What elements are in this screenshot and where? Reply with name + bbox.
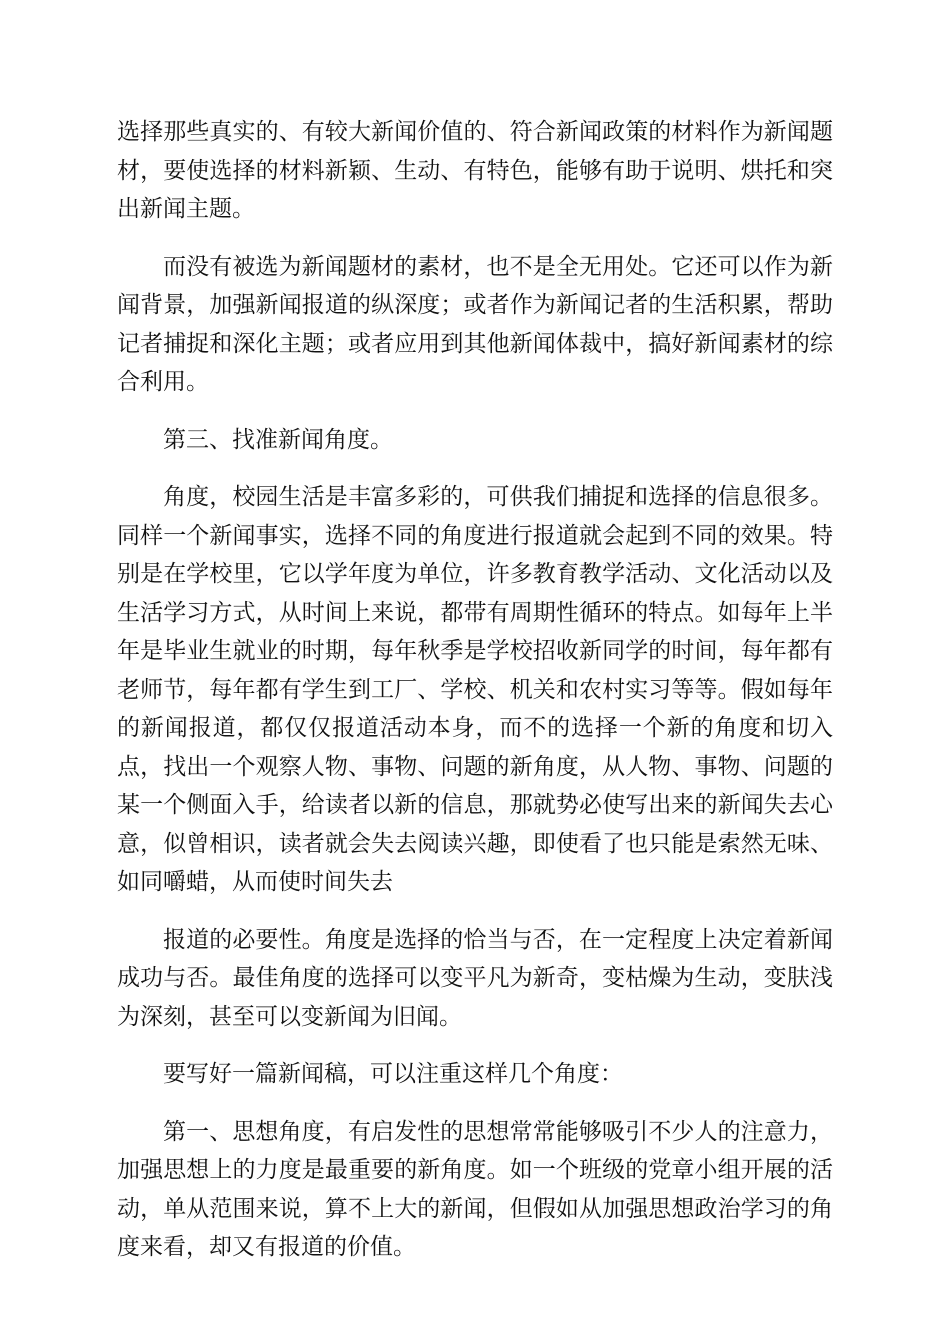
paragraph-unused-material: 而没有被选为新闻题材的素材，也不是全无用处。它还可以作为新闻背景，加强新闻报道的纵深度；或者作为新闻记者的生活积累，帮助记者捕捉和深化主题；或者应用到其他新闻体裁中，搞好新闻素材的综合利用。: [117, 253, 833, 395]
paragraph-angle-importance: 报道的必要性。角度是选择的恰当与否，在一定程度上决定着新闻成功与否。最佳角度的选择可以变平凡为新奇，变枯燥为生动，变肤浅为深刻，甚至可以变新闻为旧闻。: [117, 926, 833, 1030]
paragraph-angle-list-intro: 要写好一篇新闻稿，可以注重这样几个角度：: [163, 1061, 623, 1087]
paragraph-news-material-selection: 选择那些真实的、有较大新闻价值的、符合新闻政策的材料作为新闻题材，要使选择的材料新颖、生动、有特色，能够有助于说明、烘托和突出新闻主题。: [117, 119, 833, 222]
paragraph-angle-campus-life: 角度，校园生活是丰富多彩的，可供我们捕捉和选择的信息很多。同样一个新闻事实，选择不同的角度进行报道就会起到不同的效果。特别是在学校里，它以学年度为单位，许多教育教学活动、文化活动以及生活学习方式，从时间上来说，都带有周期性循环的特点。如每年上半年是毕业生就业的时期，每年秋季是学校招收新同学的时间，每年都有老师节，每年都有学生到工厂、学校、机关和农村实习等等。假如每年的新闻报道，都仅仅报道活动本身，而不的选择一个新的角度和切入点，找出一个观察人物、事物、问题的新角度，从人物、事物、问题的某一个侧面入手，给读者以新的信息，那就势必使写出来的新闻失去心意，似曾相识，读者就会失去阅读兴趣，即使看了也只能是索然无味、如同嚼蜡，从而使时间失去: [117, 484, 833, 895]
paragraph-thought-angle: 第一、思想角度，有启发性的思想常常能够吸引不少人的注意力，加强思想上的力度是最重要的新角度。如一个班级的党章小组开展的活动，单从范围来说，算不上大的新闻，但假如从加强思想政治学习的角度来看，却又有报道的价值。: [117, 1118, 833, 1260]
document-body: [117, 113, 833, 1286]
section-heading-news-angle: 第三、找准新闻角度。: [163, 426, 393, 453]
